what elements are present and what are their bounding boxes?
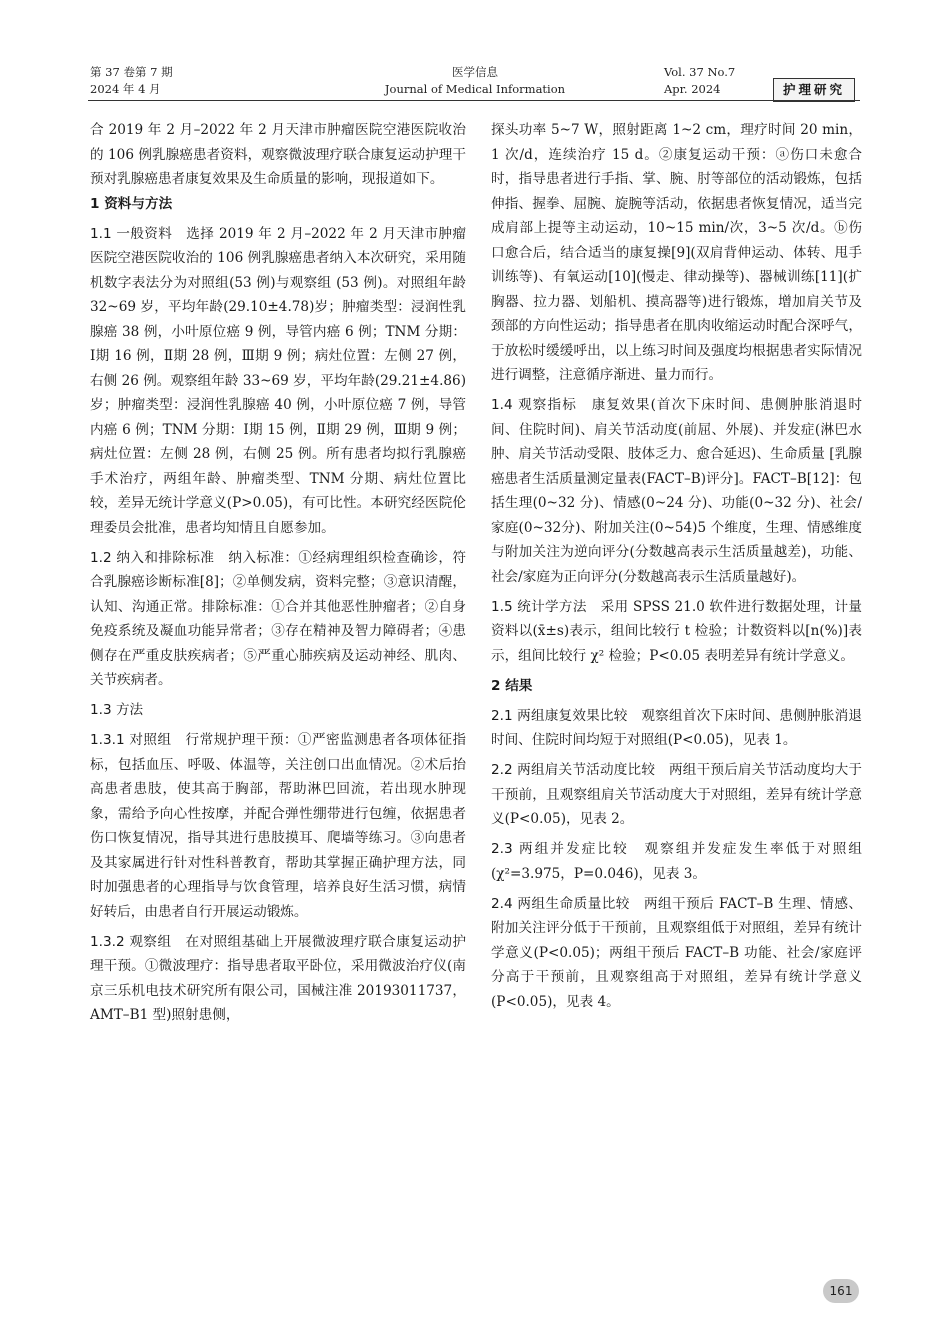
- section-2-1-body: 观察组首次下床时间、患侧肿胀消退时间、住院时间均短于对照组(P<0.05)，见表 1。: [491, 707, 862, 748]
- volume-issue-cn: 第 37 卷第 7 期: [90, 65, 173, 79]
- section-2-3-heading: 2.3 两组并发症比较: [491, 841, 629, 857]
- section-1-1: [90, 222, 466, 541]
- section-1-1-heading: 1.1 一般资料: [90, 225, 173, 242]
- section-1-3-1-body: 行常规护理干预：①严密监测患者各项体征指标，包括血压、呼吸、体温等，关注创口出血情况。②术后抬高患者患肢，使其高于胸部，帮助淋巴回流，若出现水肿现象，需给予向心性按摩，并配合弹性绷带进行包缠，依据患者伤口恢复情况，指导其进行患肢摸耳、爬墙等练习。③向患者及其家属进行针对性科普教育，帮助其掌握正确护理方法，同时加强患者的心理指导与饮食管理，培养良好生活习惯，病情好转后，由患者自行开展运动锻炼。: [90, 732, 466, 920]
- date-cn: 2024 年 4 月: [90, 82, 161, 96]
- section-1-4-body: 康复效果(首次下床时间、患侧肿胀消退时间、住院时间)、肩关节活动度(前屈、外展)、并发症(淋巴水肿、肩关节活动受限、肢体乏力、愈合延迟)、生命质量 [乳腺癌患者生活质量测定量表(FACT–B)评分]。FACT–B[12]：包括生理(0~32 分)、情感(0~24 分)、功能(0~32 分)、社会/家庭(0~32分)、附加关注(0~54)5 个维度，生理、情感维度与附加关注为逆向评分(分数越高表示生活质量越差)，功能、社会/家庭为正向评分(分数越高表示生活质量越好)。: [491, 397, 863, 585]
- section-2-4: [491, 892, 862, 1015]
- left-column: [90, 118, 466, 1033]
- section-badge: 护理研究: [773, 78, 855, 102]
- journal-title-cn: 医学信息: [452, 65, 498, 79]
- journal-title-en: Journal of Medical Information: [384, 82, 566, 96]
- section-1-3-1: [90, 728, 466, 924]
- section-1-2: [90, 546, 466, 693]
- section-1-3-2-body: 在对照组基础上开展微波理疗联合康复运动护理干预。①微波理疗：指导患者取平卧位，采用微波治疗仪(南京三乐机电技术研究所有限公司，国械注准 20193011737，AMT–B1 型)照射患侧，: [90, 933, 466, 1023]
- section-2-2: [491, 758, 862, 832]
- header-divider: [88, 100, 860, 101]
- section-1-5-heading: 1.5 统计学方法: [491, 598, 587, 615]
- section-1-2-body: 纳入标准：①经病理组织检查确诊，符合乳腺癌诊断标准[8]；②单侧发病，资料完整；③意识清醒，认知、沟通正常。排除标准：①合并其他恶性肿瘤者；②自身免疫系统及凝血功能异常者；③存在精神及智力障碍者；④患侧存在严重皮肤疾病者；⑤严重心肺疾病及运动神经、肌肉、关节疾病者。: [90, 549, 467, 688]
- page-number: 161: [823, 1279, 859, 1303]
- section-1-title: 1 资料与方法: [90, 195, 173, 212]
- section-1-1-body: 选择 2019 年 2 月–2022 年 2 月天津市肿瘤医院空港医院收治的 106 例乳腺癌患者纳入本次研究，采用随机数字表法分为对照组(53 例)与观察组 (53 例)。对照组年龄 32~69 岁，平均年龄(29.10±4.78)岁；肿瘤类型：浸润性乳腺癌 38 例，小叶原位癌 9 例，导管内癌 6 例；TNM 分期：Ⅰ期 16 例，Ⅱ期 28 例，Ⅲ期 9 例；病灶位置：左侧 27 例，右侧 26 例。观察组年龄 33~69 岁，平均年龄(29.21±4.86)岁；肿瘤类型：浸润性乳腺癌 40 例，小叶原位癌 7 例，导管内癌 6 例；TNM 分期：Ⅰ期 15 例，Ⅱ期 29 例，Ⅲ期 9 例；病灶位置：左侧 28 例，右侧 25 例。所有患者均拟行乳腺癌手术治疗，两组年龄、肿瘤类型、TNM 分期、病灶位置比较，差异无统计学意义(P>0.05)，有可比性。本研究经医院伦理委员会批准，患者均知情且自愿参加。: [90, 225, 467, 536]
- section-1-4: [491, 393, 862, 589]
- section-2-4-body: 两组干预后 FACT–B 生理、情感、附加关注评分低于干预前，且观察组低于对照组，差异有统计学意义(P<0.05)；两组干预后 FACT–B 功能、社会/家庭评分高于干预前，且观察组高于对照组，差异有统计学意义(P<0.05)，见表 4。: [491, 895, 862, 1010]
- section-1-5-body: 采用 SPSS 21.0 软件进行数据处理，计量资料以(x̄±s)表示，组间比较行 t 检验；计数资料以[n(%)]表示，组间比较行 χ² 检验；P<0.05 表明差异有统计学意义。: [491, 598, 862, 664]
- section-1-3-2-continued: 探头功率 5~7 W，照射距离 1~2 cm，理疗时间 20 min，1 次/d，连续治疗 15 d。②康复运动干预：ⓐ伤口未愈合时，指导患者进行手指、掌、腕、肘等部位的活动锻炼，包括伸指、握拳、屈腕、旋腕等活动，依据患者恢复情况，适当完成肩部上提等主动运动，10~15 min/次，3~5 次/d。ⓑ伤口愈合后，结合适当的康复操[9](双肩背伸运动、体转、甩手训练等)、有氧运动[10](慢走、律动操等)、器械训练[11](扩胸器、拉力器、划船机、摸高器等)进行锻炼，增加肩关节及颈部的方向性运动；指导患者在肌肉收缩运动时配合深呼气，于放松时缓缓呼出，以上练习时间及强度均根据患者实际情况进行调整，注意循序渐进、量力而行。: [491, 122, 862, 383]
- section-2-title: 2 结果: [491, 677, 533, 694]
- section-2-2-heading: 2.2 两组肩关节活动度比较: [491, 762, 656, 778]
- section-2-4-heading: 2.4 两组生命质量比较: [491, 895, 630, 912]
- section-1-3-1-heading: 1.3.1 对照组: [90, 732, 172, 748]
- intro-paragraph: 合 2019 年 2 月–2022 年 2 月天津市肿瘤医院空港医院收治的 106 例乳腺癌患者资料，观察微波理疗联合康复运动护理干预对乳腺癌患者康复效果及生命质量的影响，现报道如下。: [90, 122, 466, 187]
- section-1-3-2-heading: 1.3.2 观察组: [90, 933, 172, 950]
- section-2-2-body: 两组干预后肩关节活动度均大于干预前，且观察组肩关节活动度大于对照组，差异有统计学意义(P<0.05)，见表 2。: [491, 762, 863, 827]
- section-2-3-body: 观察组并发症发生率低于对照组(χ²=3.975，P=0.046)，见表 3。: [491, 841, 862, 882]
- date-en: Apr. 2024: [664, 82, 721, 96]
- section-2-1-heading: 2.1 两组康复效果比较: [491, 707, 628, 724]
- header-volume-en: [664, 64, 735, 98]
- section-1-3-title: 1.3 方法: [90, 702, 144, 718]
- section-1-4-heading: 1.4 观察指标: [491, 397, 577, 413]
- section-1-2-heading: 1.2 纳入和排除标准: [90, 549, 215, 566]
- section-1-3-2: [90, 930, 466, 1028]
- section-2-1: [491, 704, 862, 753]
- volume-issue-en: Vol. 37 No.7: [664, 65, 736, 79]
- right-column: [491, 118, 862, 1020]
- section-2-3: [491, 837, 862, 886]
- section-1-5: [491, 595, 862, 669]
